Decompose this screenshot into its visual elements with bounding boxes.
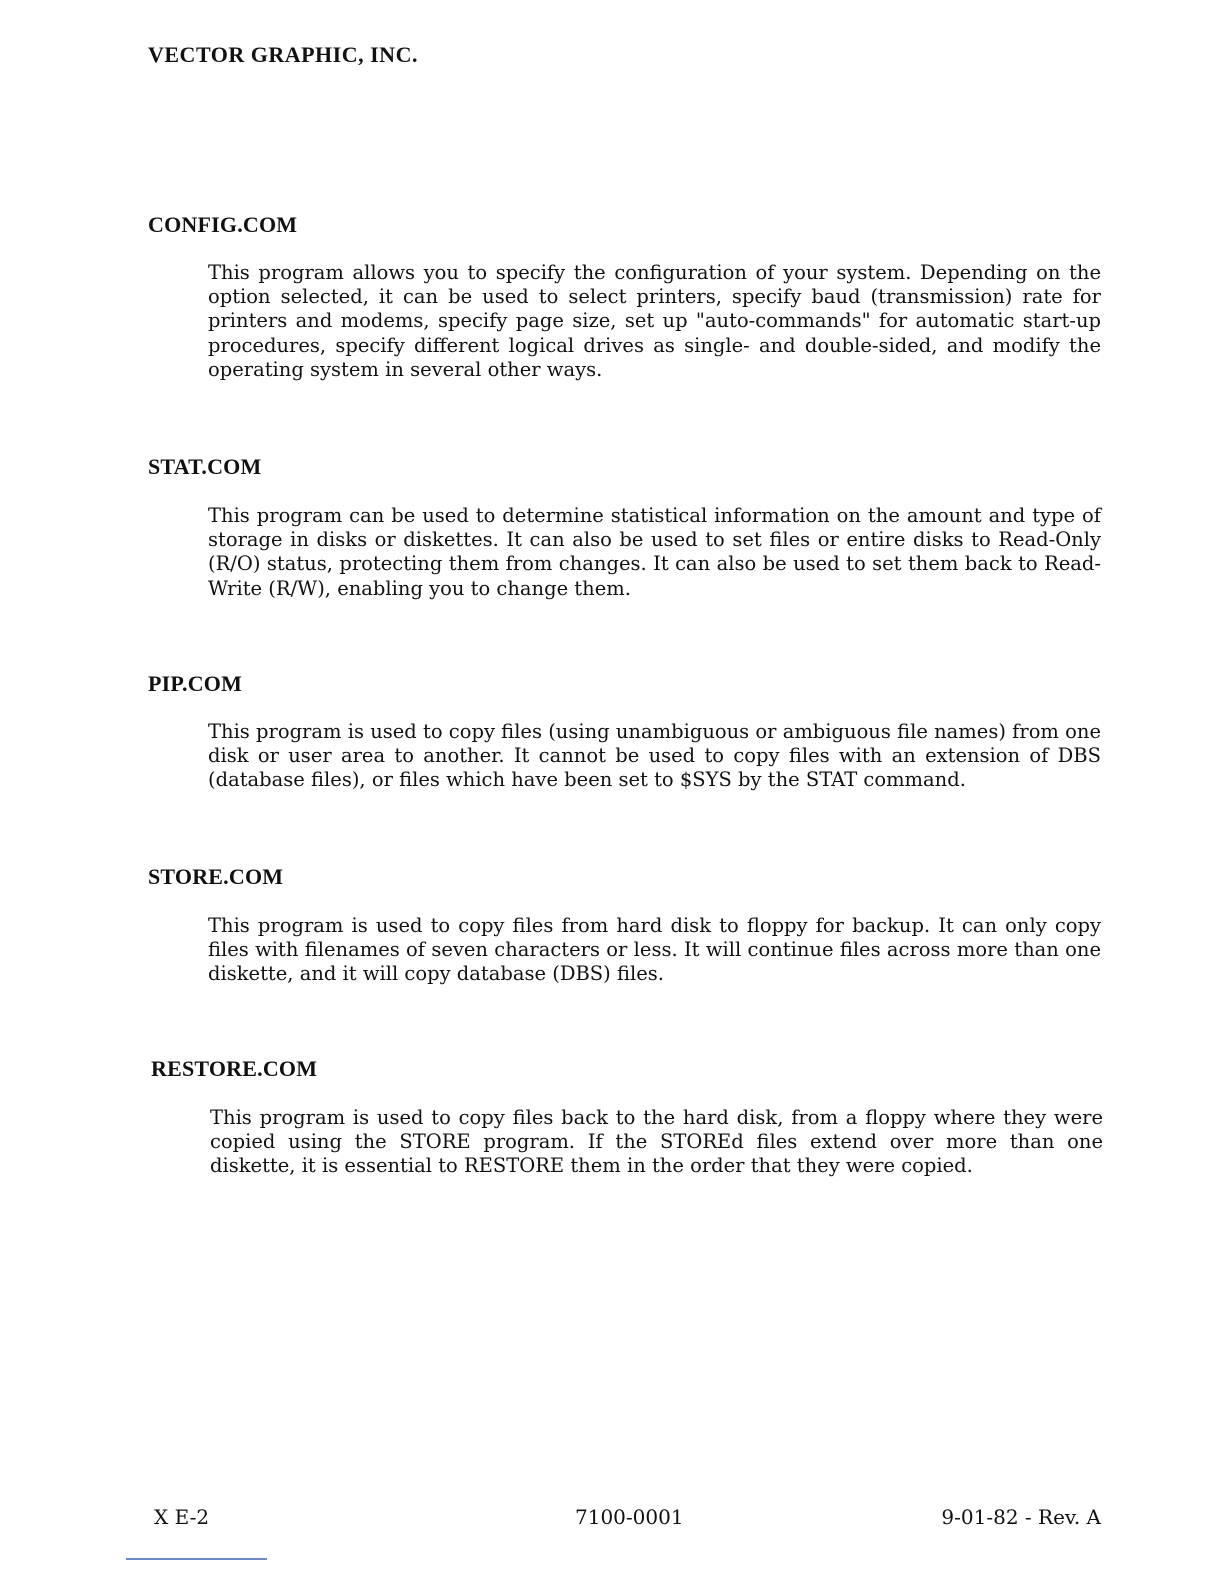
section-body-config: This program allows you to specify the configuration of your system. Depending on the option selected, it can be used to select printers, specify baud (transmission) rate for printers and modems, specify page size, set up "auto-commands" for automatic start-up procedures, specify different logical drives as single- and double-sided, and modify the operating system in several other ways. xyxy=(208,261,1101,381)
section-body-stat: This program can be used to determine statistical information on the amount and type of storage in disks or diskettes. It can also be used to set files or entire disks to Read-Only (R/O) status, protecting them from changes. It can also be used to set them back to Read-Write (R/W), enabling you to change them. xyxy=(208,504,1101,600)
section-title-restore: RESTORE.COM xyxy=(151,1056,318,1081)
document-number: 7100-0001 xyxy=(575,1505,684,1529)
revision-date: 9-01-82 - Rev. A xyxy=(941,1505,1101,1529)
page-number: X E-2 xyxy=(154,1505,210,1529)
section-title-store: STORE.COM xyxy=(148,864,284,889)
section-title-config: CONFIG.COM xyxy=(148,212,298,237)
section-body-store: This program is used to copy files from hard disk to floppy for backup. It can only copy files with filenames of seven characters or less. It will continue files across more than one diskette, and it will copy database (DBS) files. xyxy=(208,914,1101,986)
section-body-restore: This program is used to copy files back to the hard disk, from a floppy where they were copied using the STORE program. If the STOREd files extend over more than one diskette, it is essential to RESTORE them in the order that they were copied. xyxy=(210,1106,1103,1178)
bottom-rule xyxy=(126,1558,267,1560)
section-title-pip: PIP.COM xyxy=(148,671,243,696)
section-body-pip: This program is used to copy files (using unambiguous or ambiguous file names) from one disk or user area to another. It cannot be used to copy files with an extension of DBS (database files), or files which have been set to $SYS by the STAT command. xyxy=(208,720,1101,792)
section-title-stat: STAT.COM xyxy=(148,454,262,479)
company-header: VECTOR GRAPHIC, INC. xyxy=(148,42,418,67)
